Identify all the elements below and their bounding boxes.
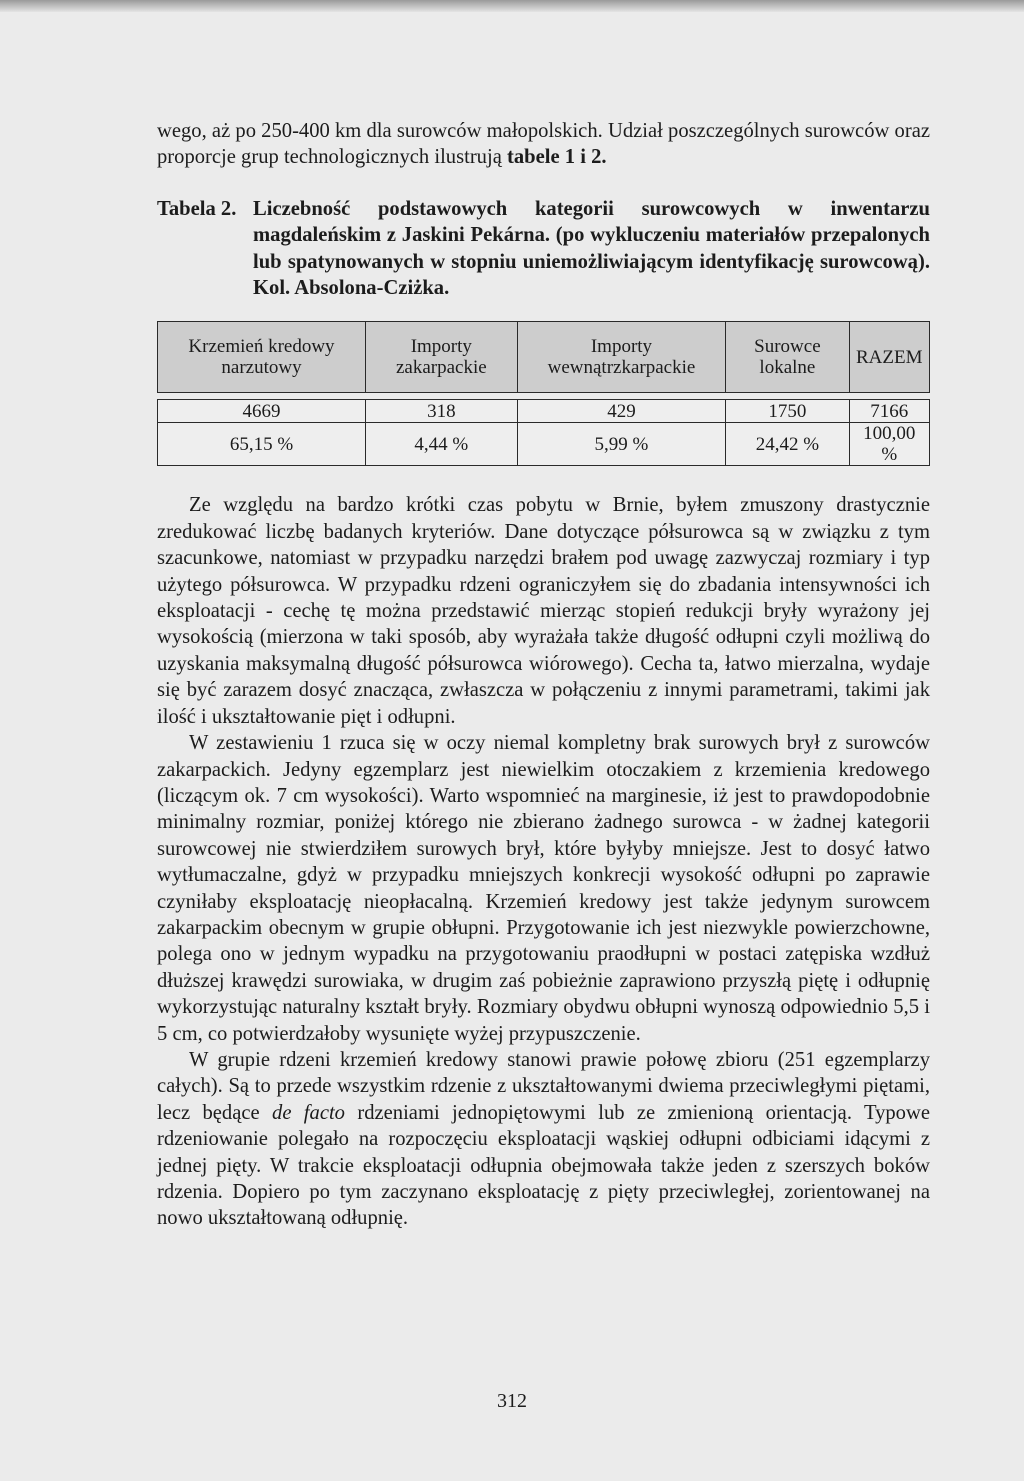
table-header-cell: Importy zakarpackie [366, 322, 518, 393]
table-caption-text: Liczebność podstawowych kategorii surowcowych w inwentarzu magdaleńskim z Jaskini Pekárna. (po wykluczeniu materiałów przepalonych lub spatynowanych w stopniu uniemożliwiającym identyfikację surowcową). Kol. Absolona-Cziżka. [253, 197, 930, 300]
page-number: 312 [497, 1390, 527, 1412]
intro-table-reference: tabele 1 i 2. [507, 146, 607, 169]
table-cell: 65,15 % [158, 423, 366, 466]
table-header-cell: Importy wewnątrzkarpackie [517, 322, 726, 393]
table-row-counts [158, 400, 930, 423]
paragraph-3-end: rdzeniami jednopiętowymi lub ze zmienioną orientacją. Typowe rdzeniowanie polegało na rozpoczęciu eksploatacji wąskiej odłupni odbiciami idącymi z jednej pięty. W trakcie eksploatacji odłupnia obejmowała także jeden z szerszych boków rdzenia. Dopiero po tym zaczynano eksploatację z pięty przeciwległej, zorientowanej na nowo ukształtowaną odłupnię. [157, 1101, 930, 1230]
body-text [157, 492, 930, 1231]
paragraph-3-start: W grupie rdzeni krzemień kredowy stanowi prawie połowę zbioru (251 egzemplarzy całych). Są to przede wszystkim rdzenie z ukształtowanymi dwiema przeciwległymi piętami, lecz będące [157, 1048, 930, 1124]
table-cell: 4669 [158, 400, 366, 423]
table-header-cell: Krzemień kredowy narzutowy [158, 322, 366, 393]
table-row-percents [158, 423, 930, 466]
table-cell: 1750 [726, 400, 849, 423]
raw-material-table [157, 321, 930, 466]
text-column [157, 118, 930, 1232]
table-caption [157, 196, 930, 302]
paragraph-3 [157, 1047, 930, 1232]
table-header-row [158, 322, 930, 393]
paragraph-2: W zestawieniu 1 rzuca się w oczy niemal kompletny brak surowych brył z surowców zakarpackich. Jedyny egzemplarz jest niewielkim otoczakiem z krzemienia kredowego (liczącym ok. 7 cm wysokości). Warto wspomnieć na marginesie, iż jest to prawdopodobnie minimalny rozmiar, poniżej którego nie zbierano żadnego surowca - w żadnej kategorii surowcowej nie stwierdziłem surowych brył, które byłyby mniejsze. Jest to dosyć łatwo wytłumaczalne, gdyż w przypadku mniejszych konkrecji wysokość odłupni po zaprawie czyniłaby eksploatację nieopłacalną. Krzemień kredowy jest także jedynym surowcem zakarpackim obecnym w grupie obłupni. Przygotowanie ich jest niezwykle powierzchowne, polega ono w jednym wypadku na przygotowaniu praodłupni w postaci zatępiska wzdłuż dłuższej krawędzi surowiaka, w drugim zaś pobieżnie zaprawiono przyszłą piętę i odłupnię wykorzystując naturalny kształt bryły. Rozmiary obydwu obłupni wynoszą odpowiednio 5,5 i 5 cm, co potwierdzałoby wysunięte wyżej przypuszczenie. [157, 732, 930, 1045]
intro-text: wego, aż po 250-400 km dla surowców małopolskich. Udział poszczególnych surowców oraz proporcje grup technologicznych ilustrują [157, 120, 930, 169]
table-cell: 318 [366, 400, 518, 423]
table-header-cell: RAZEM [849, 322, 929, 393]
table-cell: 4,44 % [366, 423, 518, 466]
table-caption-label: Tabela 2. [157, 197, 237, 220]
table-cell: 7166 [849, 400, 929, 423]
table-cell: 24,42 % [726, 423, 849, 466]
scan-edge [0, 0, 1024, 12]
table-cell: 100,00 % [849, 423, 929, 466]
table-cell: 5,99 % [517, 423, 726, 466]
table-cell: 429 [517, 400, 726, 423]
intro-paragraph [157, 118, 930, 171]
paragraph-1: Ze względu na bardzo krótki czas pobytu w Brnie, byłem zmuszony drastycznie zredukować liczbę badanych kryteriów. Dane dotyczące półsurowca są w związku z tym szacunkowe, natomiast w przypadku narzędzi brałem pod uwagę zazwyczaj rozmiary i typ użytego półsurowca. W przypadku rdzeni ograniczyłem się do zbadania intensywności ich eksploatacji - cechę tę można przedstawić mierząc stopień redukcji bryły wyrażony jej wysokością (mierzona w taki sposób, aby wyrażała także długość odłupni czyli możliwą do uzyskania maksymalną długość półsurowca wiórowego). Cecha ta, łatwo mierzalna, wydaje się być zarazem dosyć znacząca, zwłaszcza w połączeniu z innymi parametrami, takimi jak ilość i ukształtowanie pięt i odłupni. [157, 494, 930, 728]
table-header-cell: Surowce lokalne [726, 322, 849, 393]
paragraph-3-italic: de facto [272, 1101, 345, 1124]
